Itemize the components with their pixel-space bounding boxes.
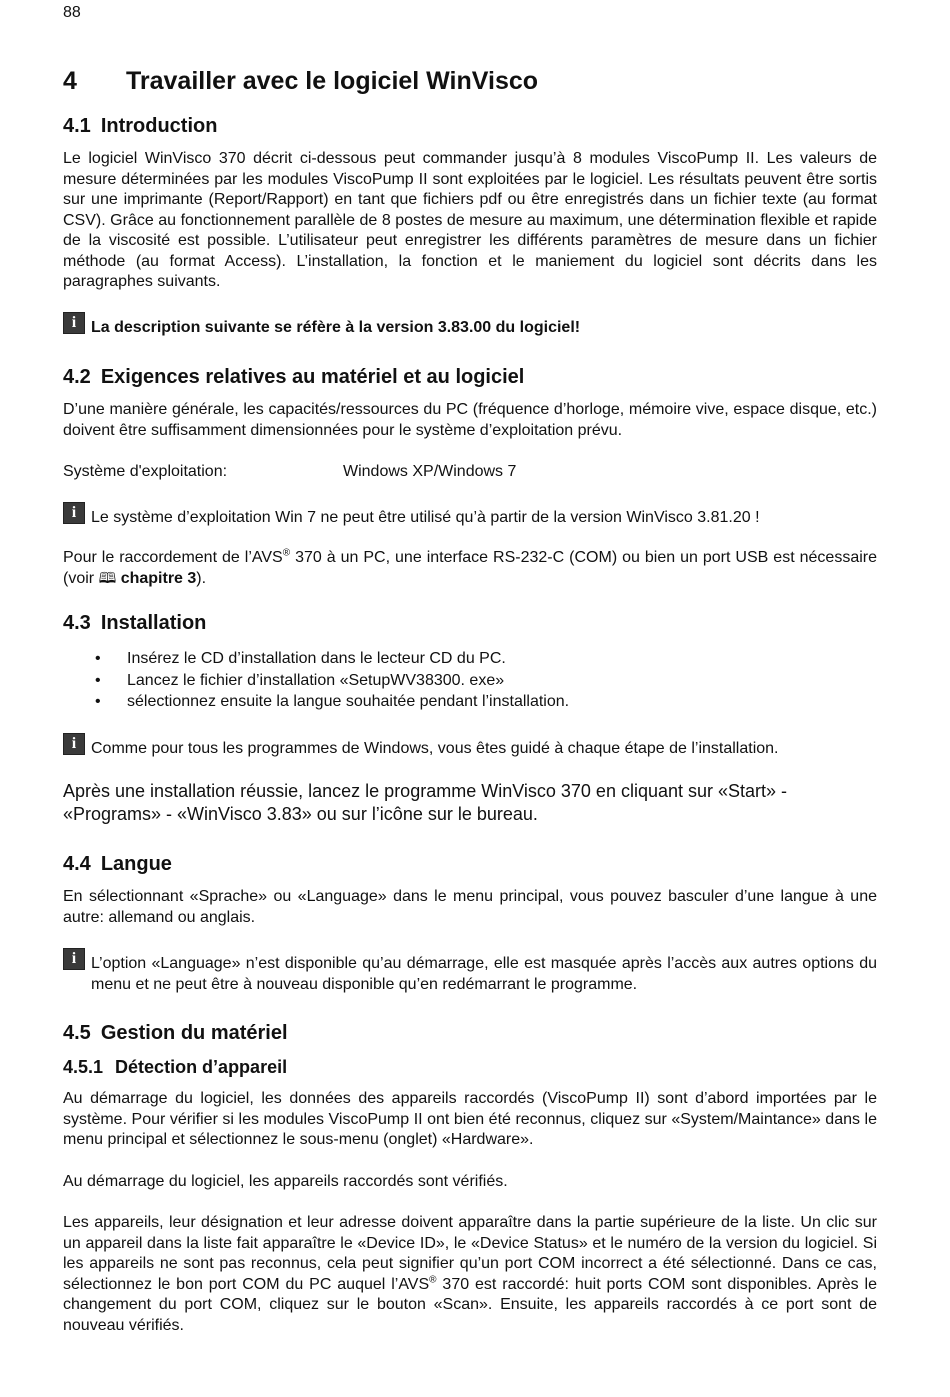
section-number: 4.4 [63, 853, 91, 875]
list-item: • sélectionnez ensuite la langue souhaitée pendant l’installation. [95, 693, 570, 710]
chapter-reference: chapitre 3 [120, 569, 197, 587]
installation-steps [63, 648, 877, 713]
detection-paragraph-1: Au démarrage du logiciel, les données des appareils raccordés (ViscoPump II) sont d’abord importées par le système. Pour vérifier si les modules ViscoPump II ont bien été reconnus, cliquez sur «System/Maintance» dans le menu principal et sélectionnez le sous-menu (onglet) «Hardware». [63, 1090, 877, 1148]
note-text: L’option «Language» n’est disponible qu’au démarrage, elle est masquée après l’accès aux autres options du menu et ne peut être à nouveau disponible qu’en redémarrant le programme. [91, 955, 877, 993]
section-number: 4.3 [63, 612, 91, 634]
section-4-1-paragraph: Le logiciel WinVisco 370 décrit ci-dessous peut commander jusqu’à 8 modules ViscoPump II. Les valeurs de mesure déterminées par les modules ViscoPump II sont exploitées par le logiciel. Les résultats peuvent être sortis sur une imprimante (Report/Rapport) en tant que fichiers pdf ou être enregistrés dans un fichier texte (au format CSV). Grâce au fonctionnement parallèle de 8 postes de mesure au maximum, une détermination flexible et rapide de la viscosité est possible. L’utilisateur peut enregistrer les différents paramètres de mesure dans un fichier méthode (au format Access). L’installation, la fonction et le maniement du logiciel sont décrits dans les paragraphes suivants. [63, 150, 877, 290]
page-number: 88 [63, 4, 81, 21]
info-icon: i [63, 502, 85, 524]
list-item: • Lancez le fichier d’installation «SetupWV38300. exe» [95, 671, 505, 689]
subsection-title: Détection d’appareil [115, 1057, 288, 1077]
section-title: Exigences relatives au matériel et au logiciel [100, 366, 525, 388]
info-icon: i [63, 948, 85, 970]
section-4-1-heading [63, 114, 877, 138]
installation-note [63, 735, 877, 760]
section-title: Introduction [100, 115, 218, 137]
chapter-number: 4 [63, 67, 77, 95]
registered-mark: ® [282, 547, 291, 559]
info-icon: i [63, 733, 85, 755]
version-note [63, 314, 877, 339]
section-4-4-heading [63, 852, 877, 876]
chapter-heading [63, 66, 877, 96]
subsection-number: 4.5.1 [63, 1057, 104, 1077]
section-4-3-heading [63, 611, 877, 635]
section-4-5-1-heading [63, 1056, 877, 1078]
info-icon: i [63, 312, 85, 334]
section-number: 4.2 [63, 366, 91, 388]
section-title: Gestion du matériel [100, 1022, 288, 1044]
note-text: Comme pour tous les programmes de Windows, vous êtes guidé à chaque étape de l’installation. [91, 740, 779, 757]
connection-paragraph: Pour le raccordement de l’AVS® 370 à un PC, une interface RS-232-C (COM) ou bien un port USB est nécessaire (voir 🕮 chapitre 3). [63, 547, 878, 587]
list-item: • Insérez le CD d’installation dans le lecteur CD du PC. [95, 650, 506, 667]
note-text: Le système d’exploitation Win 7 ne peut être utilisé qu’à partir de la version WinVisco 3.81.20 ! [91, 509, 760, 526]
detection-paragraph-2: Au démarrage du logiciel, les appareils raccordés sont vérifiés. [63, 1173, 508, 1190]
section-4-4-paragraph: En sélectionnant «Sprache» ou «Language» dans le menu principal, vous pouvez basculer d’une langue à une autre: allemand ou anglais. [63, 888, 877, 926]
language-note [63, 950, 877, 995]
win7-note [63, 504, 877, 529]
os-requirement-row [63, 462, 877, 482]
section-4-5-heading [63, 1021, 877, 1045]
section-4-2-paragraph: D’une manière générale, les capacités/ressources du PC (fréquence d’horloge, mémoire vive, espace disque, etc.) doivent être suffisamment dimensionnées pour le système d’exploitation prévu. [63, 401, 877, 439]
section-title: Langue [100, 853, 172, 875]
os-label: Système d'exploitation: [63, 463, 228, 480]
section-4-2-heading [63, 365, 877, 389]
registered-mark: ® [429, 1274, 437, 1286]
chapter-title: Travailler avec le logiciel WinVisco [126, 67, 539, 95]
note-text: La description suivante se réfère à la version 3.83.00 du logiciel! [91, 319, 581, 336]
os-value: Windows XP/Windows 7 [343, 463, 517, 480]
after-install-paragraph: Après une installation réussie, lancez le programme WinVisco 370 en cliquant sur «Start» - «Programs» - «WinVisco 3.83» ou sur l’icône sur le bureau. [63, 781, 788, 824]
section-title: Installation [100, 612, 207, 634]
section-number: 4.5 [63, 1022, 91, 1044]
book-icon: 🕮 [98, 569, 117, 587]
section-number: 4.1 [63, 115, 91, 137]
detection-paragraph-3: Les appareils, leur désignation et leur adresse doivent apparaître dans la partie supérieure de la liste. Un clic sur un appareil dans la liste fait apparaître le «Device ID», le «Device Status» et le numéro de la version du logiciel. Si les appareils ne sont pas reconnus, cela peut signifier qu’un port COM incorrect a été sélectionné. Dans ce cas, sélectionnez le bon port COM du PC auquel l’AVS® 370 est raccordé: huit ports COM sont disponibles. Après le changement du port COM, cliquez sur le bouton «Scan». Ensuite, les appareils raccordés à ce port sont de nouveau vérifiés. [63, 1214, 878, 1334]
